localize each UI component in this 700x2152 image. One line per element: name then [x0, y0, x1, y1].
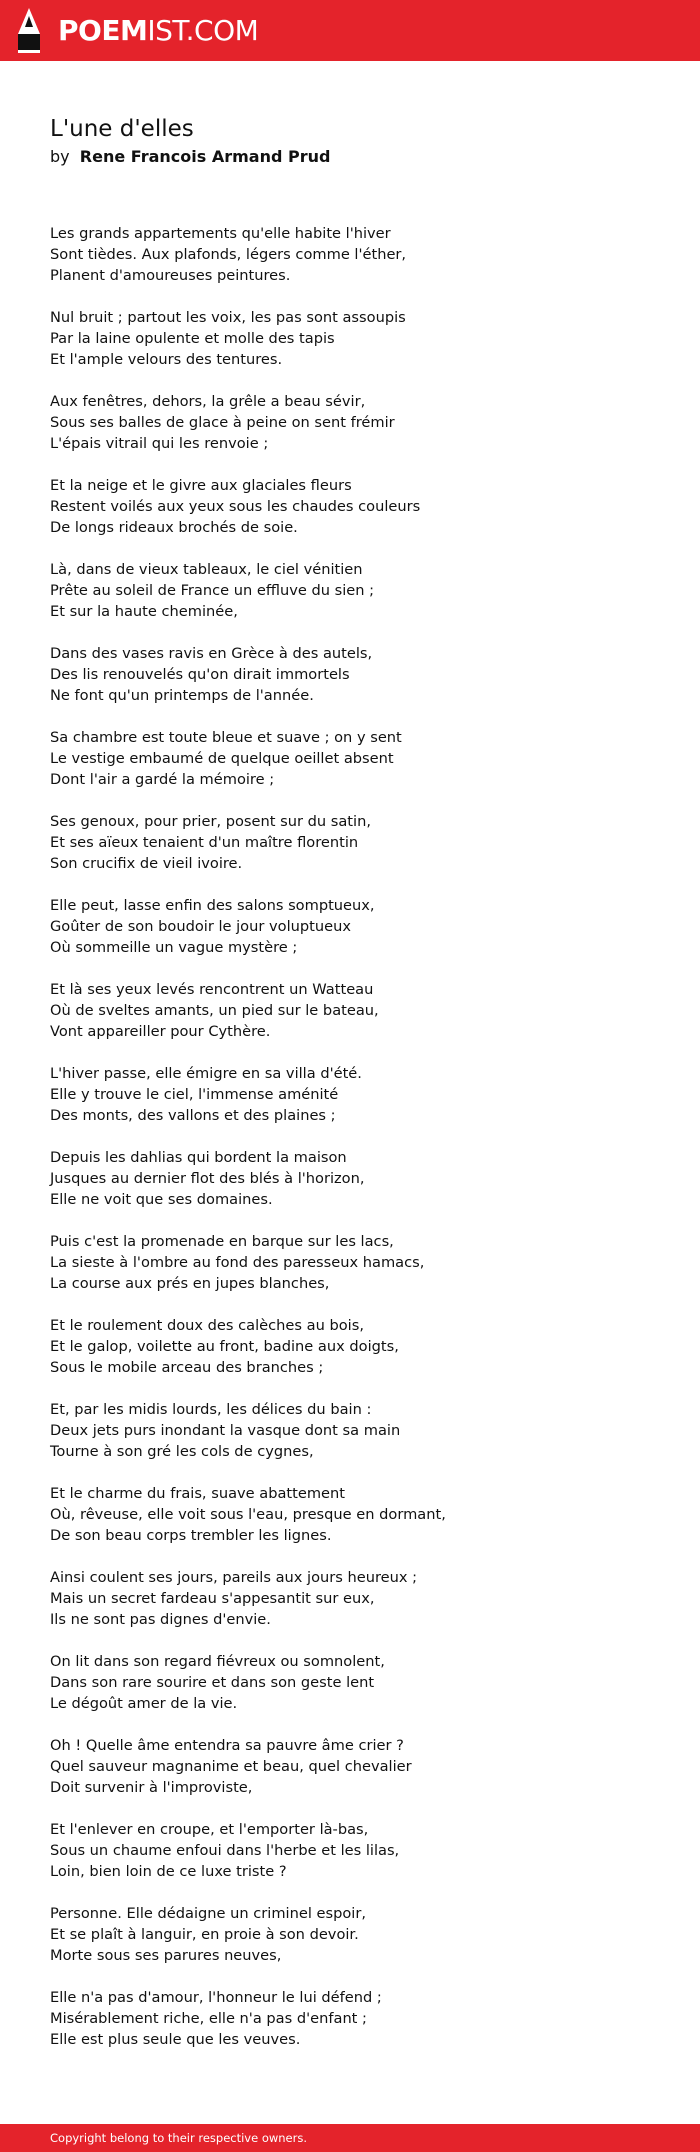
- poem-line: De longs rideaux brochés de soie.: [50, 519, 298, 536]
- poem-stanza: [50, 727, 650, 790]
- poem-line: Et l'ample velours des tentures.: [50, 351, 283, 368]
- poem-line: La sieste à l'ombre au fond des paresseux hamacs,: [50, 1254, 425, 1271]
- poem-line: L'hiver passe, elle émigre en sa villa d'été.: [50, 1065, 362, 1082]
- poem-line: Elle ne voit que ses domaines.: [50, 1191, 273, 1208]
- poem-line: Et l'enlever en croupe, et l'emporter là-bas,: [50, 1821, 369, 1838]
- poem-line: Dans des vases ravis en Grèce à des autels,: [50, 645, 373, 662]
- poem-line: Elle est plus seule que les veuves.: [50, 2031, 301, 2048]
- poem-line: Jusques au dernier flot des blés à l'horizon,: [50, 1170, 365, 1187]
- poem-stanza: [50, 1567, 650, 1630]
- poem-stanza: [50, 1735, 650, 1798]
- pencil-logo-icon: [16, 7, 42, 55]
- poem-line: Et le charme du frais, suave abattement: [50, 1485, 346, 1502]
- poem-stanza: [50, 223, 650, 286]
- poem-line: Ainsi coulent ses jours, pareils aux jours heureux ;: [50, 1569, 418, 1586]
- poem-line: Restent voilés aux yeux sous les chaudes couleurs: [50, 498, 421, 515]
- poem-stanza: [50, 979, 650, 1042]
- poem-line: Où sommeille un vague mystère ;: [50, 939, 298, 956]
- poem-stanza: [50, 391, 650, 454]
- poem-stanza: [50, 1987, 650, 2050]
- poem-stanza: [50, 1651, 650, 1714]
- poem-line: Dont l'air a gardé la mémoire ;: [50, 771, 275, 788]
- poem-line: Sa chambre est toute bleue et suave ; on y sent: [50, 729, 402, 746]
- site-footer: [0, 2124, 700, 2152]
- poem-stanza: [50, 1315, 650, 1378]
- logo-text-light: IST.COM: [147, 13, 259, 47]
- poem-line: Et la neige et le givre aux glaciales fleurs: [50, 477, 352, 494]
- poem-line: Depuis les dahlias qui bordent la maison: [50, 1149, 347, 1166]
- poem-line: Et ses aïeux tenaient d'un maître florentin: [50, 834, 359, 851]
- poem-line: Sous un chaume enfoui dans l'herbe et les lilas,: [50, 1842, 400, 1859]
- poem-stanza: [50, 895, 650, 958]
- poem-line: Ses genoux, pour prier, posent sur du satin,: [50, 813, 371, 830]
- poem-line: Des monts, des vallons et des plaines ;: [50, 1107, 336, 1124]
- poem-line: Quel sauveur magnanime et beau, quel chevalier: [50, 1758, 412, 1775]
- poem-line: Elle y trouve le ciel, l'immense aménité: [50, 1086, 339, 1103]
- poem-line: Mais un secret fardeau s'appesantit sur eux,: [50, 1590, 375, 1607]
- poem-line: Oh ! Quelle âme entendra sa pauvre âme crier ?: [50, 1737, 404, 1754]
- poem-title: L'une d'elles: [50, 116, 194, 142]
- poem-line: De son beau corps trembler les lignes.: [50, 1527, 332, 1544]
- poem-stanza: [50, 1483, 650, 1546]
- poem-line: Vont appareiller pour Cythère.: [50, 1023, 271, 1040]
- poem-line: Le vestige embaumé de quelque oeillet absent: [50, 750, 394, 767]
- poem-line: Puis c'est la promenade en barque sur les lacs,: [50, 1233, 394, 1250]
- poem-line: Personne. Elle dédaigne un criminel espoir,: [50, 1905, 367, 1922]
- copyright-text: Copyright belong to their respective owners.: [50, 2131, 308, 2145]
- poem-line: Par la laine opulente et molle des tapis: [50, 330, 335, 347]
- poem-stanza: [50, 1819, 650, 1882]
- poem-stanza: [50, 1231, 650, 1294]
- poem-stanza: [50, 1903, 650, 1966]
- poem-line: Ne font qu'un printemps de l'année.: [50, 687, 314, 704]
- poem-line: Elle peut, lasse enfin des salons somptueux,: [50, 897, 375, 914]
- poem-stanza: [50, 475, 650, 538]
- poem-line: Et le roulement doux des calèches au bois,: [50, 1317, 364, 1334]
- poem-body: [50, 223, 650, 2050]
- poem-line: Et, par les midis lourds, les délices du bain :: [50, 1401, 372, 1418]
- poem-line: Goûter de son boudoir le jour voluptueux: [50, 918, 351, 935]
- poem-line: Sont tièdes. Aux plafonds, légers comme l'éther,: [50, 246, 407, 263]
- poem-line: Morte sous ses parures neuves,: [50, 1947, 282, 1964]
- poem-line: Et se plaît à languir, en proie à son devoir.: [50, 1926, 359, 1943]
- poem-line: Aux fenêtres, dehors, la grêle a beau sévir,: [50, 393, 366, 410]
- poem-line: La course aux prés en jupes blanches,: [50, 1275, 330, 1292]
- poem-line: Et le galop, voilette au front, badine aux doigts,: [50, 1338, 399, 1355]
- poem-line: Les grands appartements qu'elle habite l'hiver: [50, 225, 391, 242]
- site-header: [0, 0, 700, 61]
- poem-line: On lit dans son regard fiévreux ou somnolent,: [50, 1653, 385, 1670]
- poem-line: Où, rêveuse, elle voit sous l'eau, presque en dormant,: [50, 1506, 446, 1523]
- poem-stanza: [50, 643, 650, 706]
- site-logo[interactable]: [16, 0, 258, 61]
- poem-line: Elle n'a pas d'amour, l'honneur le lui défend ;: [50, 1989, 382, 2006]
- poem-stanza: [50, 1399, 650, 1462]
- poem-line: Sous le mobile arceau des branches ;: [50, 1359, 324, 1376]
- byline: [50, 146, 650, 168]
- poem-line: Ils ne sont pas dignes d'envie.: [50, 1611, 271, 1628]
- poem-line: Prête au soleil de France un effluve du sien ;: [50, 582, 375, 599]
- poem-line: Planent d'amoureuses peintures.: [50, 267, 291, 284]
- poem-line: Doit survenir à l'improviste,: [50, 1779, 253, 1796]
- poem-line: Et là ses yeux levés rencontrent un Watteau: [50, 981, 374, 998]
- poem-line: Sous ses balles de glace à peine on sent frémir: [50, 414, 395, 431]
- poem-line: Son crucifix de vieil ivoire.: [50, 855, 243, 872]
- poem-line: Là, dans de vieux tableaux, le ciel vénitien: [50, 561, 363, 578]
- poem-line: Loin, bien loin de ce luxe triste ?: [50, 1863, 287, 1880]
- poem-stanza: [50, 811, 650, 874]
- poem-line: Tourne à son gré les cols de cygnes,: [50, 1443, 314, 1460]
- poem-stanza: [50, 1147, 650, 1210]
- poem-line: Dans son rare sourire et dans son geste lent: [50, 1674, 375, 1691]
- poem-line: Nul bruit ; partout les voix, les pas sont assoupis: [50, 309, 406, 326]
- poem-line: Misérablement riche, elle n'a pas d'enfant ;: [50, 2010, 367, 2027]
- poem-line: Le dégoût amer de la vie.: [50, 1695, 238, 1712]
- poem-stanza: [50, 559, 650, 622]
- author-name[interactable]: Rene Francois Armand Prud: [79, 147, 331, 166]
- logo-text-bold: POEM: [58, 13, 148, 47]
- poem-stanza: [50, 1063, 650, 1126]
- poem-content: [50, 113, 650, 2071]
- poem-line: Deux jets purs inondant la vasque dont sa main: [50, 1422, 401, 1439]
- logo-wordmark: [58, 13, 259, 47]
- poem-line: Où de sveltes amants, un pied sur le bateau,: [50, 1002, 379, 1019]
- poem-line: Des lis renouvelés qu'on dirait immortels: [50, 666, 350, 683]
- by-label: by: [50, 147, 70, 166]
- poem-stanza: [50, 307, 650, 370]
- poem-line: L'épais vitrail qui les renvoie ;: [50, 435, 269, 452]
- poem-line: Et sur la haute cheminée,: [50, 603, 238, 620]
